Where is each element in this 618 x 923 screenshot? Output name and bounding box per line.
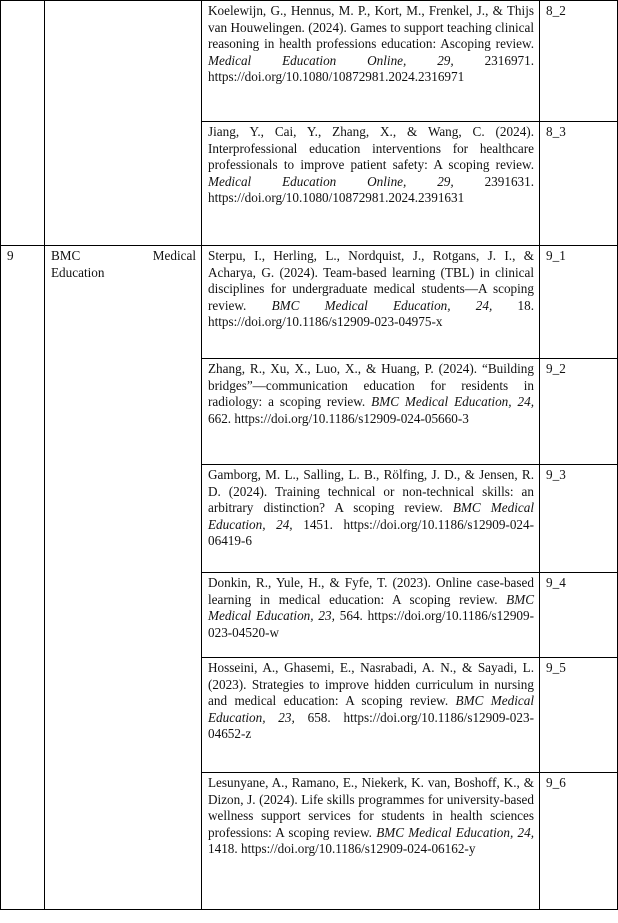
journal-name-part: Medical <box>152 248 196 263</box>
reference-doi: 658. https://doi.org/10.1186/s12909-023-04652-z <box>208 709 534 742</box>
reference-code-cell: 9_5 <box>540 658 618 773</box>
reference-authors-title: Lesunyane, A., Ramano, E., Niekerk, K. van, Boshoff, K., & Dizon, J. (2024). Life skills programmes for university-based wellness support services for students in health sciences professions: A scoping review. <box>208 775 534 840</box>
reference-source: BMC Medical Education, 23, <box>208 591 535 624</box>
reference-source: BMC Medical Education, 24, <box>371 394 534 410</box>
journal-name-part: Education <box>51 264 105 280</box>
reference-doi: 1451. https://doi.org/10.1186/s12909-024-06419-6 <box>208 516 534 549</box>
reference-authors-title: Koelewijn, G., Hennus, M. P., Kort, M., Frenkel, J., & Thijs van Houwelingen. (2024). Games to support teaching clinical reasoning in health professions education: Ascoping review. <box>208 3 534 52</box>
reference-code-cell: 9_6 <box>540 773 618 910</box>
journal-name-part: BMC <box>51 248 81 263</box>
reference-source: BMC Medical Education, 24, <box>208 500 535 532</box>
reference-authors-title: Gamborg, M. L., Salling, L. B., Rölfing, J. D., & Jensen, R. D. (2024). Training technical or non-technical skills: an arbitrary distinction? A scoping review. <box>208 467 534 516</box>
reference-doi: 2316971. https://doi.org/10.1080/10872981.2024.2316971 <box>208 52 535 85</box>
reference-source: BMC Medical Education, 23, <box>208 693 534 725</box>
row-number-cell <box>1 1 45 246</box>
reference-code-cell: 8_3 <box>540 122 618 246</box>
reference-cell <box>202 773 540 910</box>
reference-code-cell: 9_4 <box>540 573 618 658</box>
reference-source: Medical Education Online, 29, <box>208 173 454 189</box>
reference-doi: 18. https://doi.org/10.1186/s12909-023-04975-x <box>208 297 535 330</box>
reference-source: BMC Medical Education, 24, <box>376 824 535 840</box>
row-number-cell: 9 <box>1 246 45 910</box>
reference-code-cell: 9_2 <box>540 359 618 465</box>
reference-cell <box>202 1 540 122</box>
reference-doi: 662. https://doi.org/10.1186/s12909-024-05660-3 <box>208 410 469 426</box>
reference-cell <box>202 573 540 658</box>
reference-cell <box>202 246 540 359</box>
reference-table-body <box>1 1 618 910</box>
reference-authors-title: Sterpu, I., Herling, L., Nordquist, J., Rotgans, J. I., & Acharya, G. (2024). Team-based learning (TBL) in clinical disciplines for undergraduate medical students—A scoping review. <box>208 248 534 313</box>
reference-cell <box>202 359 540 465</box>
journal-cell <box>45 246 202 910</box>
reference-cell <box>202 465 540 573</box>
journal-cell <box>45 1 202 246</box>
reference-authors-title: Zhang, R., Xu, X., Luo, X., & Huang, P. (2024). “Building bridges”—communication education for residents in radiology: a scoping review. <box>208 361 534 410</box>
table-row <box>1 1 618 122</box>
table-row <box>1 246 618 359</box>
reference-doi: 564. https://doi.org/10.1186/s12909-023-04520-w <box>208 608 534 640</box>
reference-code-cell: 9_1 <box>540 246 618 359</box>
reference-doi: 2391631. https://doi.org/10.1080/10872981.2024.2391631 <box>208 173 535 206</box>
reference-cell <box>202 658 540 773</box>
journal-name-line <box>51 248 196 265</box>
reference-authors-title: Donkin, R., Yule, H., & Fyfe, T. (2023). Online case-based learning in medical education: A scoping review. <box>208 575 534 607</box>
reference-source: BMC Medical Education, 24, <box>271 297 493 313</box>
reference-doi: 1418. https://doi.org/10.1186/s12909-024-06162-y <box>208 841 476 857</box>
reference-authors-title: Hosseini, A., Ghasemi, E., Nasrabadi, A. N., & Sayadi, L. (2023). Strategies to improve hidden curriculum in nursing and medical education: A scoping review. <box>208 660 534 709</box>
reference-code-cell: 9_3 <box>540 465 618 573</box>
reference-code-cell: 8_2 <box>540 1 618 122</box>
reference-cell <box>202 122 540 246</box>
reference-authors-title: Jiang, Y., Cai, Y., Zhang, X., & Wang, C. (2024). Interprofessional education interventions for healthcare professionals to improve patient safety: A scoping review. <box>208 124 534 173</box>
reference-source: Medical Education Online, 29, <box>208 52 454 68</box>
